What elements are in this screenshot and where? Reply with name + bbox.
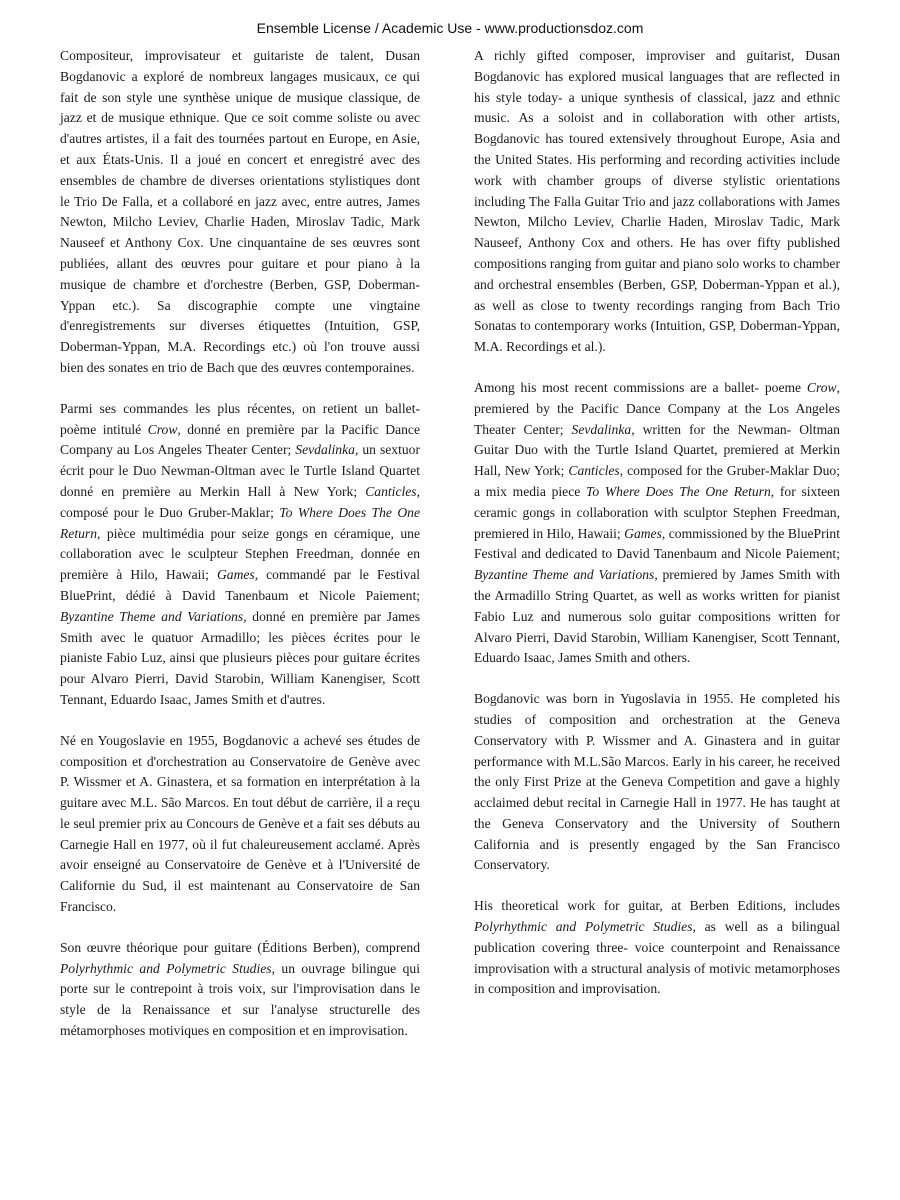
work-title: Byzantine Theme and Variations xyxy=(60,608,244,624)
text-segment: , pièce multimédia pour seize gongs en céramique, une collaboration avec le sculpteur Stephen Freedman, donnée en première à Hilo, Hawaii; xyxy=(60,525,420,583)
text-segment: , written for the Newman- Oltman Guitar Duo with the Turtle Island Quartet, premiered at Merkin Hall, New York; xyxy=(474,421,840,479)
french-column xyxy=(60,46,420,1042)
work-title: To Where Does The One Return xyxy=(586,483,771,499)
text-segment: Son œuvre théorique pour guitare (Éditions Berben), comprend xyxy=(60,939,420,955)
work-title: Games xyxy=(624,525,662,541)
english-column xyxy=(474,46,840,1000)
text-segment: Parmi ses commandes les plus récentes, on retient un ballet-poème intitulé xyxy=(60,400,420,437)
text-segment: , composé pour le Duo Gruber-Maklar; xyxy=(60,483,420,520)
text-segment: , for sixteen ceramic gongs in collaboration with sculptor Stephen Freedman, premiered in Hilo, Hawaii; xyxy=(474,483,840,541)
work-title: Polyrhythmic and Polymetric Studies xyxy=(474,919,693,935)
french-paragraph-bio: Compositeur, improvisateur et guitariste de talent, Dusan Bogdanovic a exploré de nombreux langages musicaux, ce qui fait de son style une synthèse unique de musique classique, de jazz et de musique ethnique. Que ce soit comme soliste ou avec d'autres artistes, il a fait des tournées partout en Europe, en Asie, et aux États-Unis. Il a joué en concert et enregistré avec des ensembles de chambre de diverses orientations stylistiques dont le Trio De Falla, et a collaboré en jazz avec, entre autres, James Newton, Milcho Leviev, Charlie Haden, Miroslav Tadic, Mark Nauseef et Anthony Cox. Une cinquantaine de ses œuvres sont publiées, allant des œuvres pour guitare et pour piano à la musique de chambre et d'orchestre (Berben, GSP, Doberman-Yppan etc.). Sa discographie compte une vingtaine d'enregistrements sur diverses étiquettes (Intuition, GSP, Doberman-Yppan, M.A. Recordings etc.) où l'on trouve aussi bien des sonates en trio de Bach que des œuvres contemporaines. xyxy=(60,48,420,375)
work-title: Games xyxy=(216,567,255,583)
work-title: Sevdalinka xyxy=(295,442,355,458)
text-segment: , un sextuor écrit pour le Duo Newman-Oltman avec le Turtle Island Quartet donné en première au Merkin Hall à New York; xyxy=(60,442,420,499)
license-header: Ensemble License / Academic Use - www.productionsdoz.com xyxy=(256,20,644,36)
work-title: Crow xyxy=(806,379,837,395)
work-title: Byzantine Theme and Variations xyxy=(474,567,655,583)
english-paragraph-theory xyxy=(474,896,840,1000)
text-segment: , premiered by the Pacific Dance Company at the Los Angeles Theater Center; xyxy=(474,379,840,437)
text-segment: , composed for the Gruber-Maklar Duo; a mix media piece xyxy=(474,463,840,499)
work-title: Canticles xyxy=(365,483,417,499)
work-title: Sevdalinka xyxy=(571,421,632,437)
text-segment: Among his most recent commissions are a ballet- poeme xyxy=(474,379,807,395)
english-paragraph-commissions xyxy=(474,378,840,669)
text-segment: , as well as a bilingual publication covering three- voice counterpoint and Renaissance improvisation with a structural analysis of motivic metamorphoses in composition and improvisation. xyxy=(474,919,840,997)
text-segment: , commandé par le Festival BluePrint, dédié à David Tanenbaum et Nicole Paiement; xyxy=(60,567,421,603)
english-paragraph-education: Bogdanovic was born in Yugoslavia in 1955. He completed his studies of composition and orchestration at the Geneva Conservatory with P. Wissmer and A. Ginastera and in guitar performance with M.L.São Marcos. Early in his career, he received the only First Prize at the Geneva Competition and gave a highly acclaimed debut recital in Carnegie Hall in 1977. He has taught at the Geneva Conservatory and the University of Southern California and is presently engaged by the San Francisco Conservatory. xyxy=(474,691,840,873)
text-segment: , donné en première par la Pacific Dance Company au Los Angeles Theater Center; xyxy=(60,421,420,458)
work-title: Polyrhythmic and Polymetric Studies xyxy=(60,960,272,976)
french-paragraph-commissions xyxy=(60,399,420,711)
work-title: Canticles xyxy=(568,463,620,479)
english-paragraph-bio: A richly gifted composer, improviser and guitarist, Dusan Bogdanovic has explored musical languages that are reflected in his style today- a unique synthesis of classical, jazz and ethnic music. As a soloist and in collaboration with other artists, Bogdanovic has toured extensively throughout Europe, Asia and the United States. His performing and recording activities include work with chamber groups of diverse stylistic orientations including The Falla Guitar Trio and jazz collaborations with James Newton, Milcho Leviev, Charlie Haden, Miroslav Tadic, Mark Nauseef, Anthony Cox and others. He has over fifty published compositions ranging from guitar and piano solo works to chamber and orchestral ensembles (Berben, GSP, Doberman-Yppan et al.), as well as close to twenty recordings ranging from Bach Trio Sonatas to contemporary works (Intuition, GSP, Doberman-Yppan, M.A. Recordings et al.). xyxy=(474,48,840,355)
french-paragraph-education: Né en Yougoslavie en 1955, Bogdanovic a achevé ses études de composition et d'orchestration au Conservatoire de Genève avec P. Wissmer et A. Ginastera, et sa formation en interprétation à la guitare avec M.L. São Marcos. En tout début de carrière, il a reçu le seul premier prix au Concours de Genève et a fait ses débuts au Carnegie Hall en 1977, où il fut chaleureusement acclamé. Après avoir enseigné au Conservatoire de Genève et à l'Université de Californie du Sud, il est maintenant au Conservatoire de San Francisco. xyxy=(60,732,420,915)
french-paragraph-theory xyxy=(60,938,420,1042)
text-segment: , donné en première par James Smith avec le quatuor Armadillo; les pièces écrites pour le pianiste Fabio Luz, ainsi que plusieurs pièces pour guitare écrites pour Alvaro Pierri, David Starobin, William Kanengiser, Scott Tennant, Eduardo Isaac, James Smith et d'autres. xyxy=(60,608,421,707)
text-segment: His theoretical work for guitar, at Berben Editions, includes xyxy=(474,898,840,914)
text-segment: , un ouvrage bilingue qui porte sur le contrepoint à trois voix, sur l'improvisation dans le style de la Renaissance et sur l'analyse structurelle des métamorphoses motiviques en composition et en improvisation. xyxy=(60,960,420,1039)
work-title: To Where Does The One Return xyxy=(60,504,420,541)
work-title: Crow xyxy=(147,421,178,437)
text-segment: , commissioned by the BluePrint Festival and dedicated to David Tanenbaum and Nicole Paiement; xyxy=(474,525,840,562)
text-segment: , premiered by James Smith with the Armadillo String Quartet, as well as works written for pianist Fabio Luz and numerous solo guitar compositions written for Alvaro Pierri, David Starobin, William Kanengiser, Scott Tennant, Eduardo Isaac, James Smith and others. xyxy=(474,567,840,666)
